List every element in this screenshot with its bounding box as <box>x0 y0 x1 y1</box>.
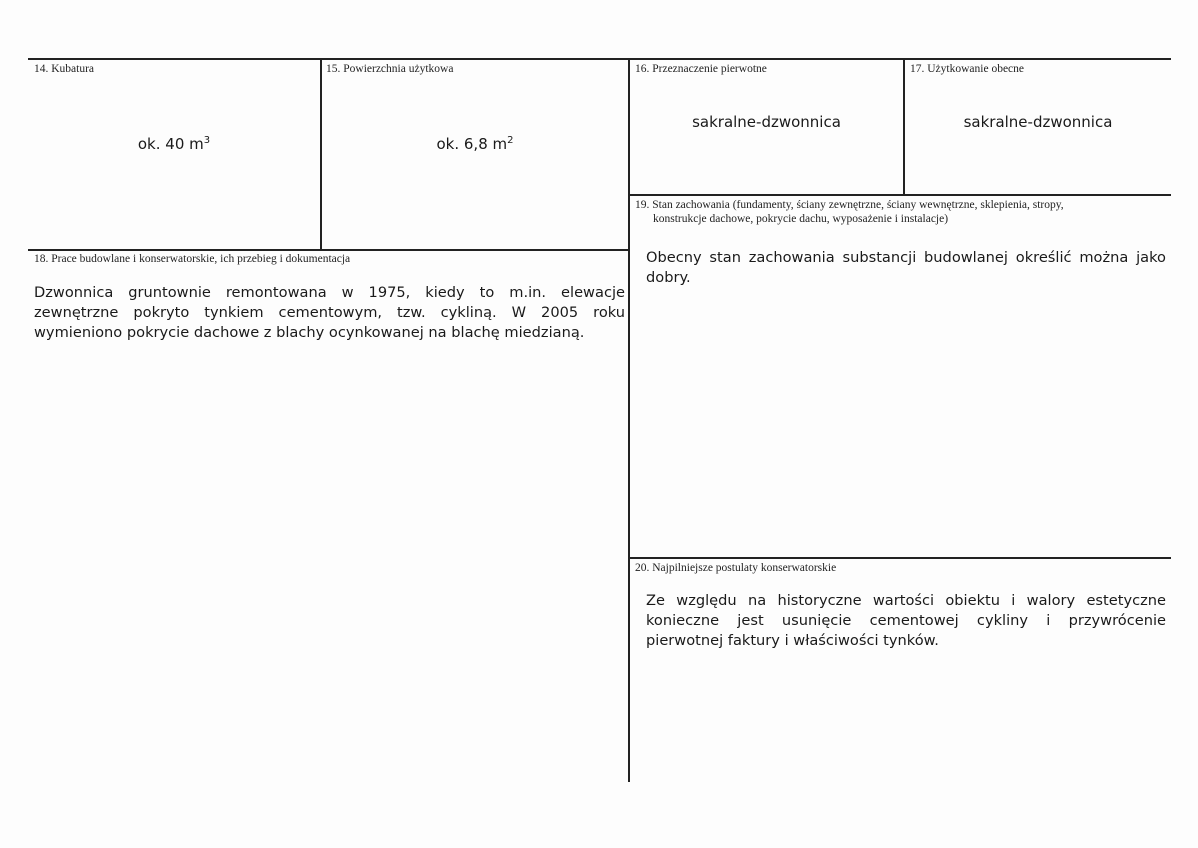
border-above-18 <box>28 249 630 251</box>
top-border <box>28 58 1171 60</box>
stan-text: Obecny stan zachowania substancji budowlanej określić można jako dobry. <box>646 249 1166 286</box>
powierzchnia-value-text: ok. 6,8 m <box>436 135 508 153</box>
przeznaczenie-label: 16. Przeznaczenie pierwotne <box>635 63 767 75</box>
przeznaczenie-value: sakralne-dzwonnica <box>692 113 841 131</box>
kubatura-label: 14. Kubatura <box>34 63 95 75</box>
prace-label: 18. Prace budowlane i konserwatorskie, ich przebieg i dokumentacja <box>34 253 351 265</box>
uzytkowanie-label: 17. Użytkowanie obecne <box>910 63 1025 75</box>
prace-text: Dzwonnica gruntownie remontowana w 1975, kiedy to m.in. elewacje zewnętrzne pokryto tynkiem cementowym, tzw. cykliną. W 2005 roku wymieniono pokrycie dachowe z blachy ocynkowanej na blachę miedzianą. <box>34 284 625 341</box>
stan-label-line2: konstrukcje dachowe, pokrycie dachu, wyposażenie i instalacje) <box>653 213 949 225</box>
divider-14-15 <box>320 58 322 250</box>
kubatura-value-exponent: 3 <box>203 135 211 146</box>
border-above-19 <box>628 194 1171 196</box>
postulaty-label: 20. Najpilniejsze postulaty konserwatorskie <box>635 562 837 574</box>
kubatura-value <box>28 135 320 153</box>
postulaty-text: Ze względu na historyczne wartości obiektu i walory estetyczne konieczne jest usunięcie cementowej cykliny i przywrócenie pierwotnej faktury i właściwości tynków. <box>646 592 1166 649</box>
powierzchnia-value-exponent: 2 <box>507 135 514 146</box>
border-above-20 <box>628 557 1171 559</box>
powierzchnia-label: 15. Powierzchnia użytkowa <box>326 63 454 75</box>
powierzchnia-value <box>322 135 628 153</box>
divider-center <box>628 58 630 782</box>
kubatura-value-text: ok. 40 m <box>137 135 204 153</box>
uzytkowanie-value: sakralne-dzwonnica <box>963 113 1113 131</box>
stan-label-line1: 19. Stan zachowania (fundamenty, ściany zewnętrzne, ściany wewnętrzne, sklepienia, stropy, <box>635 199 1064 211</box>
